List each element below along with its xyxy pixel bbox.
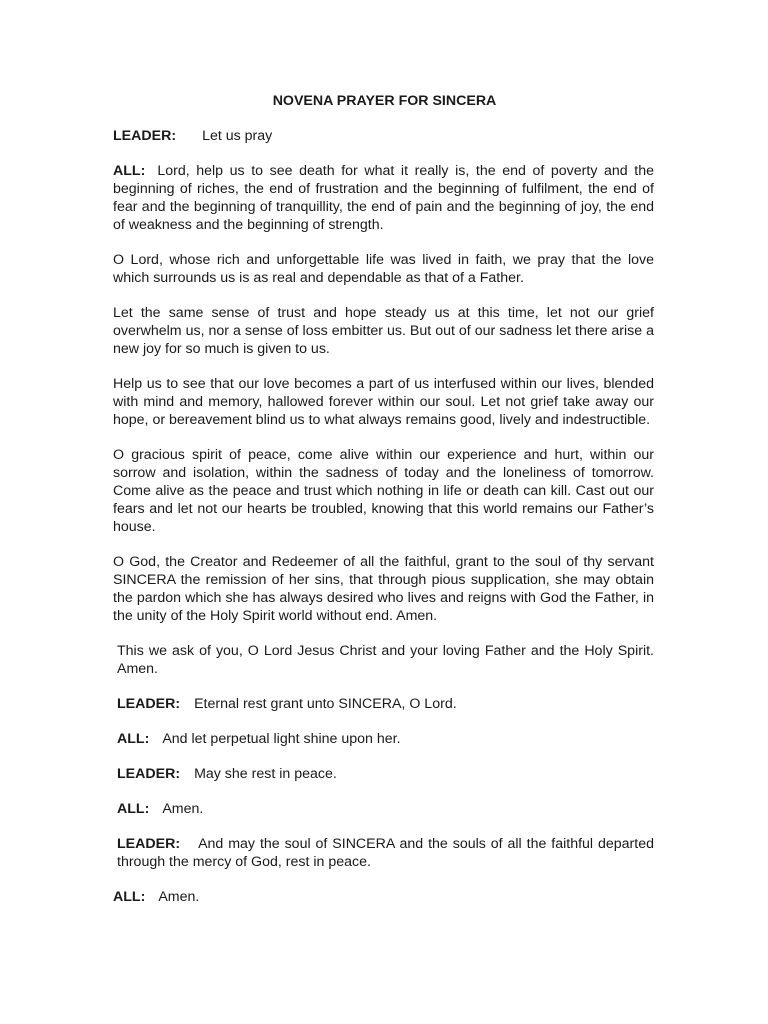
response-text: May she rest in peace.	[194, 766, 337, 782]
speaker-label-leader: LEADER:	[117, 836, 181, 852]
response-text: Eternal rest grant unto SINCERA, O Lord.	[194, 696, 457, 712]
response-line	[113, 835, 654, 871]
response-line	[113, 765, 654, 783]
prayer-paragraph: O Lord, whose rich and unforgettable life was lived in faith, we pray that the love which surrounds us is as real and dependable as that of a Father.	[113, 252, 654, 286]
prayer-paragraph: O gracious spirit of peace, come alive within our experience and hurt, within our sorrow and isolation, within the sadness of today and the loneliness of tomorrow. Come alive as the peace and trust which nothing in life or death can kill. Cast out our fears and let not our hearts be troubled, knowing that this world remains our Father’s house.	[113, 447, 654, 535]
response-text: And may the soul of SINCERA and the souls of all the faithful departed through the mercy of God, rest in peace.	[117, 836, 654, 870]
prayer-paragraph: Help us to see that our love becomes a part of us interfused within our lives, blended with mind and memory, hallowed forever within our soul. Let not grief take away our hope, or bereavement blind us to what always remains good, lively and indestructible.	[113, 376, 654, 428]
response-line	[113, 695, 654, 713]
response-line	[113, 800, 654, 818]
speaker-label-leader: LEADER:	[117, 766, 181, 782]
response-line	[113, 888, 654, 906]
speaker-label-all: ALL:	[117, 801, 150, 817]
prayer-paragraph: Let the same sense of trust and hope steady us at this time, let not our grief overwhelm us, nor a sense of loss embitter us. But out of our sadness let there arise a new joy for so much is given to us.	[113, 305, 654, 357]
response-text: Amen.	[162, 801, 204, 817]
speaker-label-all: ALL:	[117, 731, 150, 747]
response-text: And let perpetual light shine upon her.	[162, 731, 401, 747]
all-response-paragraph	[113, 162, 654, 234]
document-body	[113, 92, 654, 923]
all-response-text: Lord, help us to see death for what it really is, the end of poverty and the beginning of riches, the end of frustration and the beginning of fulfilment, the end of fear and the beginning of tranquillity, the end of pain and the beginning of joy, the end of weakness and the beginning of strength.	[113, 163, 654, 233]
prayer-paragraph: This we ask of you, O Lord Jesus Christ and your loving Father and the Holy Spirit. Amen.	[117, 643, 654, 677]
speaker-label-all: ALL:	[113, 163, 146, 179]
document-title: NOVENA PRAYER FOR SINCERA	[272, 93, 497, 109]
opening-line	[113, 127, 654, 145]
speaker-label-all: ALL:	[113, 889, 146, 905]
opening-text: Let us pray	[202, 128, 273, 144]
response-line	[113, 730, 654, 748]
prayer-paragraph: O God, the Creator and Redeemer of all the faithful, grant to the soul of thy servant SINCERA the remission of her sins, that through pious supplication, she may obtain the pardon which she has always desired who lives and reigns with God the Father, in the unity of the Holy Spirit world without end. Amen.	[113, 554, 654, 624]
speaker-label-leader: LEADER:	[117, 696, 181, 712]
speaker-label-leader: LEADER:	[113, 128, 177, 144]
response-text: Amen.	[158, 889, 200, 905]
